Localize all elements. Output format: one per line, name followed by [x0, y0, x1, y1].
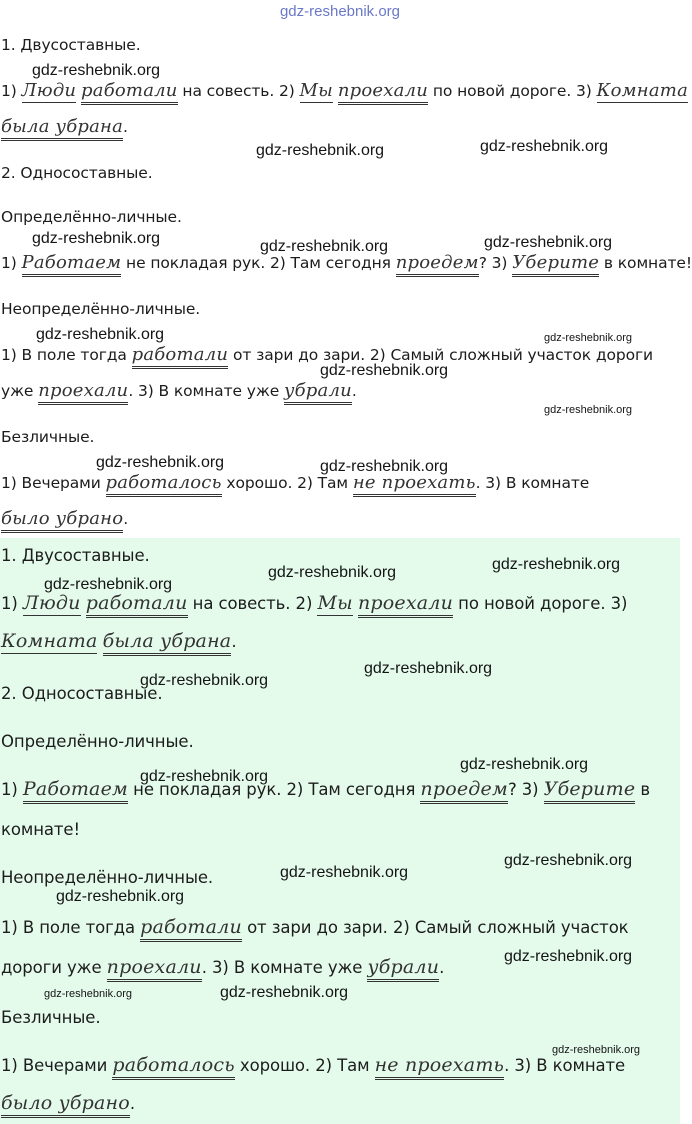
heading-impersonal: Безличные. — [1, 428, 95, 446]
heading-impersonal: Безличные. — [1, 1008, 101, 1027]
answer-block-2 — [0, 538, 680, 1124]
predicate-word: проехали — [107, 956, 202, 982]
predicate-word: не проехать — [375, 1054, 505, 1080]
predicate-word: проехали — [338, 80, 428, 105]
watermark: gdz-reshebnik.org — [32, 230, 161, 247]
text: 1) В поле тогда — [1, 346, 132, 364]
text: от зари до зари. 2) Самый сложный участок — [241, 918, 629, 937]
watermark: gdz-reshebnik.org — [320, 458, 449, 475]
predicate-word: проехали — [38, 380, 128, 405]
subject-word: Комната — [1, 630, 98, 652]
site-watermark-top: gdz-reshebnik.org — [279, 3, 401, 20]
text: . — [129, 1094, 136, 1113]
predicate-word: Работаем — [23, 778, 128, 804]
predicate-word: была убрана — [1, 116, 123, 141]
predicate-word: убрали — [367, 956, 439, 982]
predicate-word: было убрано — [1, 508, 123, 533]
watermark: gdz-reshebnik.org — [260, 238, 389, 255]
watermark: gdz-reshebnik.org — [256, 142, 385, 159]
sentence-group-1 — [1, 80, 688, 101]
predicate-word: работали — [86, 592, 188, 618]
text: в комнате! — [599, 254, 692, 272]
text: 1) — [1, 780, 23, 799]
sentence-group-2-cont — [1, 820, 80, 839]
sentence-group-1-cont — [1, 630, 236, 652]
predicate-word: Уберите — [512, 252, 599, 277]
watermark: gdz-reshebnik.org — [460, 756, 589, 773]
text: не покладая рук. 2) Там сегодня — [127, 780, 421, 799]
watermark: gdz-reshebnik.org — [36, 326, 165, 343]
predicate-word: проедем — [396, 252, 479, 277]
text: хорошо. 2) Там — [221, 474, 353, 492]
heading-two-part: 1. Двусоставные. — [1, 36, 141, 54]
text: дороги уже — [1, 958, 107, 977]
predicate-word: было убрано — [1, 1092, 130, 1118]
heading-indefinite-personal: Неопределённо-личные. — [1, 868, 214, 887]
text: 1) — [1, 82, 22, 100]
text: . 3) В комнате — [475, 474, 590, 492]
watermark: gdz-reshebnik.org — [140, 768, 269, 785]
sentence-group-4-cont — [1, 1092, 135, 1114]
watermark: gdz-reshebnik.org — [220, 984, 349, 1001]
sentence-group-4 — [1, 1054, 625, 1076]
text: по новой дороге. 3) — [428, 82, 597, 100]
watermark: gdz-reshebnik.org — [140, 672, 269, 689]
text: . — [439, 958, 445, 977]
watermark: gdz-reshebnik.org — [32, 62, 161, 79]
predicate-word: работалось — [106, 472, 222, 497]
heading-definite-personal: Определённо-личные. — [1, 732, 194, 751]
text: 1) Вечерами — [1, 474, 106, 492]
predicate-word: работали — [140, 916, 242, 942]
text: ? 3) — [478, 254, 513, 272]
subject-word: Комната — [596, 80, 688, 101]
predicate-word: работали — [132, 344, 229, 369]
heading-indefinite-personal: Неопределённо-личные. — [1, 300, 201, 318]
text: . — [351, 382, 357, 400]
heading-definite-personal: Определённо-личные. — [1, 208, 182, 226]
text: 1) Вечерами — [1, 1056, 113, 1075]
subject-word: Люди — [21, 80, 77, 101]
predicate-word: проехали — [358, 592, 453, 618]
watermark: gdz-reshebnik.org — [492, 556, 621, 573]
watermark: gdz-reshebnik.org — [364, 660, 493, 677]
predicate-word: Работаем — [22, 252, 122, 277]
sentence-group-3-cont — [1, 956, 444, 978]
watermark: gdz-reshebnik.org — [56, 888, 185, 905]
sentence-group-1 — [1, 592, 627, 614]
heading-two-part: 1. Двусоставные. — [1, 546, 150, 565]
predicate-word: Уберите — [544, 778, 636, 804]
text: . 3) В комнате уже — [128, 382, 284, 400]
text: . 3) В комнате уже — [201, 958, 368, 977]
answer-block-1 — [0, 34, 692, 538]
text: на совесть. 2) — [177, 82, 300, 100]
predicate-word: проедем — [420, 778, 508, 804]
text: . — [123, 510, 129, 528]
watermark: gdz-reshebnik.org — [544, 404, 633, 416]
text: не покладая рук. 2) Там сегодня — [121, 254, 396, 272]
text: 1) В поле тогда — [1, 918, 141, 937]
sentence-group-4-cont — [1, 508, 128, 529]
predicate-word: убрали — [284, 380, 352, 405]
subject-word: Мы — [317, 592, 353, 614]
heading-one-part: 2. Односоставные. — [1, 684, 163, 703]
text: 1) — [1, 254, 22, 272]
predicate-word: была убрана — [103, 630, 232, 656]
text: . — [231, 632, 237, 651]
text: комнате! — [1, 820, 80, 839]
text: . 3) В комнате — [504, 1056, 626, 1075]
predicate-word: работалось — [112, 1054, 234, 1080]
text: . — [123, 118, 128, 136]
watermark: gdz-reshebnik.org — [96, 454, 225, 471]
text: от зари до зари. 2) Самый сложный участок дороги — [228, 346, 654, 364]
heading-one-part: 2. Односоставные. — [1, 164, 153, 182]
sentence-group-2 — [1, 778, 650, 800]
predicate-word: не проехать — [353, 472, 476, 497]
watermark: gdz-reshebnik.org — [552, 1044, 641, 1056]
watermark: gdz-reshebnik.org — [544, 332, 633, 344]
subject-word: Мы — [299, 80, 334, 101]
sentence-group-3 — [1, 916, 629, 938]
text: по новой дороге. 3) — [453, 594, 628, 613]
text: на совесть. 2) — [187, 594, 318, 613]
text: в — [635, 780, 651, 799]
sentence-group-1-cont — [1, 116, 128, 137]
watermark: gdz-reshebnik.org — [280, 864, 409, 881]
text: уже — [1, 382, 39, 400]
sentence-group-3-cont — [1, 380, 357, 401]
watermark: gdz-reshebnik.org — [484, 234, 613, 251]
watermark: gdz-reshebnik.org — [504, 948, 633, 965]
text: хорошо. 2) Там — [234, 1056, 375, 1075]
watermark: gdz-reshebnik.org — [268, 564, 397, 581]
watermark: gdz-reshebnik.org — [480, 138, 609, 155]
subject-word: Люди — [22, 592, 81, 614]
sentence-group-4 — [1, 472, 589, 493]
text: ? 3) — [507, 780, 544, 799]
watermark: gdz-reshebnik.org — [44, 576, 173, 593]
watermark: gdz-reshebnik.org — [504, 852, 633, 869]
text: 1) — [1, 594, 23, 613]
watermark: gdz-reshebnik.org — [320, 362, 449, 379]
predicate-word: работали — [81, 80, 178, 105]
watermark: gdz-reshebnik.org — [44, 988, 133, 1000]
